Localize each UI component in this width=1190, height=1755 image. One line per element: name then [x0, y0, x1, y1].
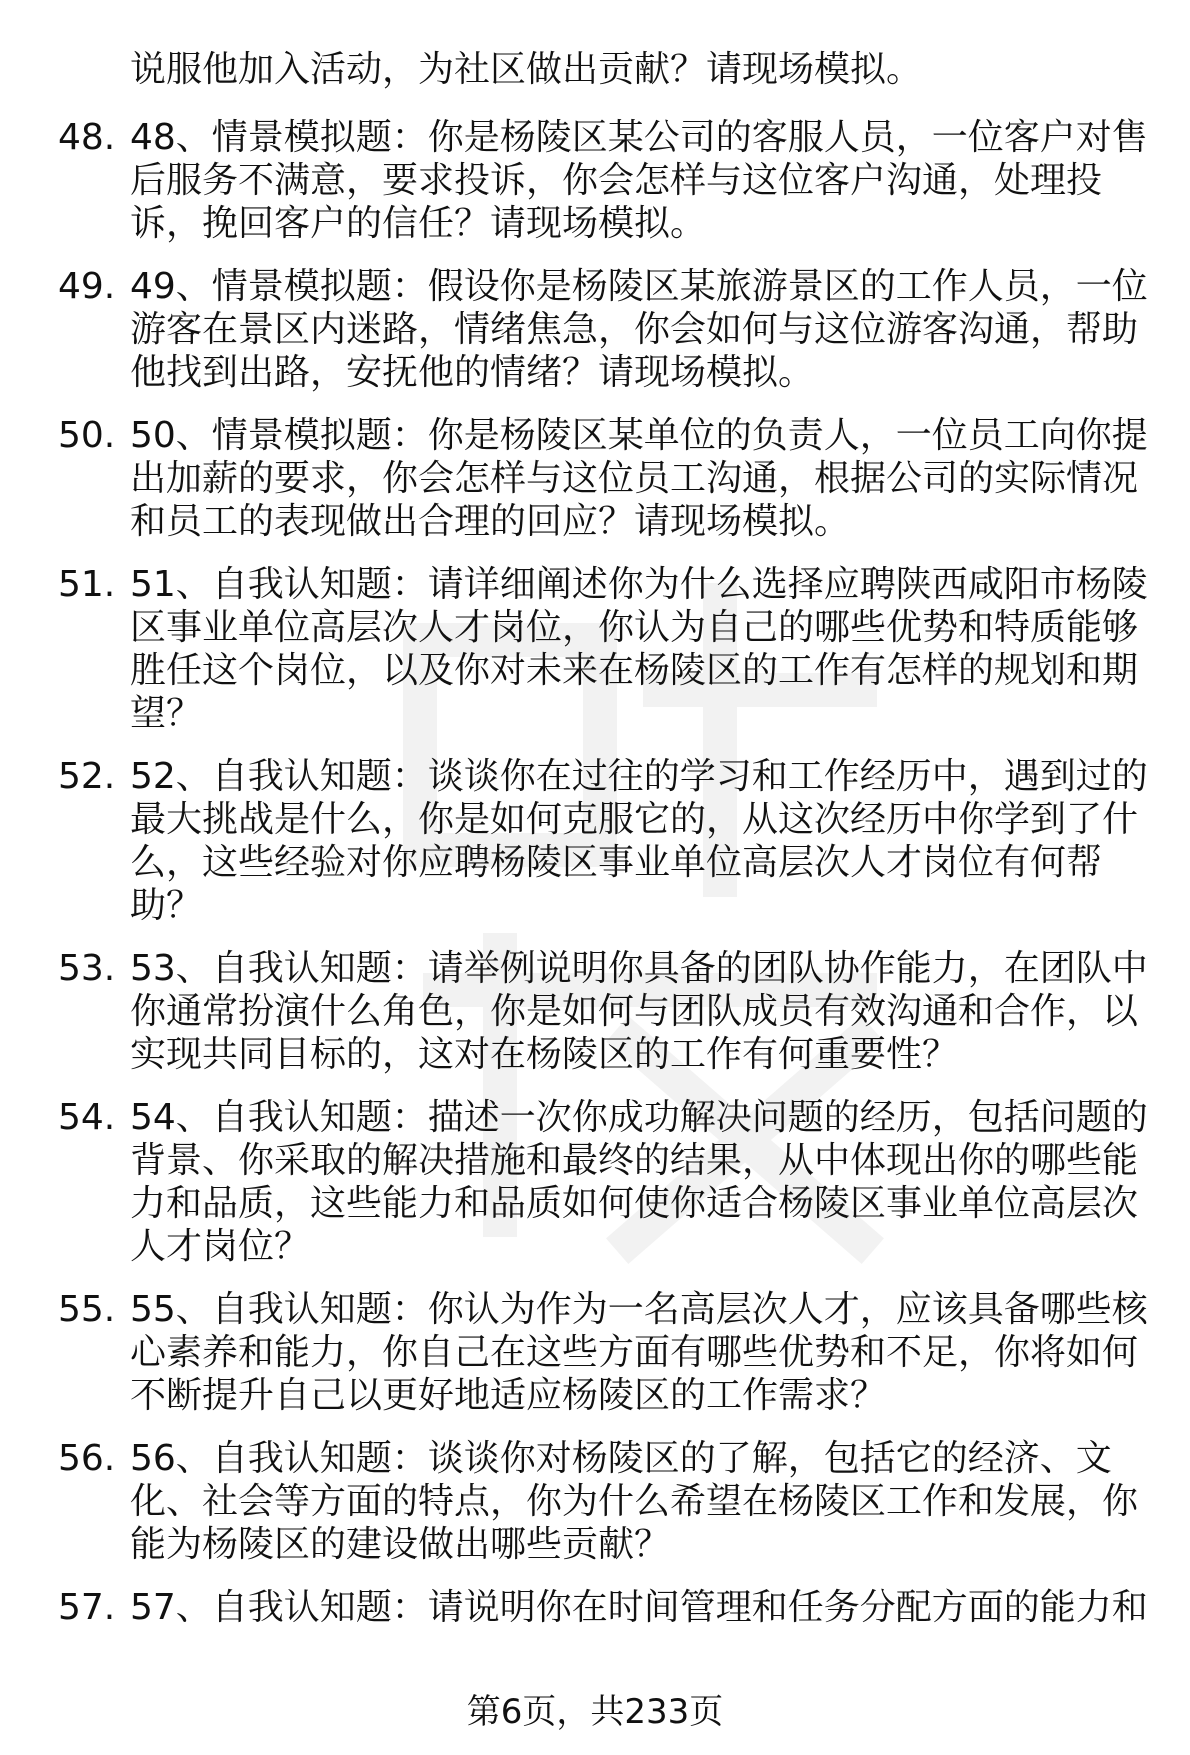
- question-text: 48、情景模拟题：你是杨陵区某公司的客服人员，一位客户对售后服务不满意，要求投诉，你会怎样与这位客户沟通，处理投诉，挽回客户的信任？请现场模拟。: [130, 117, 1148, 244]
- question-text: 53、自我认知题：请举例说明你具备的团队协作能力，在团队中你通常扮演什么角色，你是如何与团队成员有效沟通和合作，以实现共同目标的，这对在杨陵区的工作有何重要性？: [130, 948, 1148, 1075]
- question-number: 49.: [58, 266, 116, 307]
- list-item: [0, 1288, 1190, 1417]
- question-text: 54、自我认知题：描述一次你成功解决问题的经历，包括问题的背景、你采取的解决措施和最终的结果，从中体现出你的哪些能力和品质，这些能力和品质如何使你适合杨陵区事业单位高层次人才岗位？: [130, 1097, 1148, 1267]
- question-number: 50.: [58, 415, 116, 456]
- page-footer: 第6页，共233页: [466, 1692, 724, 1732]
- list-item: [0, 116, 1190, 245]
- question-text: 51、自我认知题：请详细阐述你为什么选择应聘陕西咸阳市杨陵区事业单位高层次人才岗位，你认为自己的哪些优势和特质能够胜任这个岗位，以及你对未来在杨陵区的工作有怎样的规划和期望？: [130, 564, 1148, 734]
- list-item: [0, 265, 1190, 394]
- question-number: 56.: [58, 1438, 116, 1479]
- question-text: 55、自我认知题：你认为作为一名高层次人才，应该具备哪些核心素养和能力，你自己在这些方面有哪些优势和不足，你将如何不断提升自己以更好地适应杨陵区的工作需求？: [130, 1289, 1148, 1416]
- question-number: 54.: [58, 1097, 116, 1138]
- list-item: [0, 1096, 1190, 1268]
- question-text: 52、自我认知题：谈谈你在过往的学习和工作经历中，遇到过的最大挑战是什么，你是如何克服它的，从这次经历中你学到了什么，这些经验对你应聘杨陵区事业单位高层次人才岗位有何帮助？: [130, 756, 1148, 926]
- list-item: [0, 563, 1190, 735]
- question-list: [0, 116, 1190, 1649]
- continuation-text: 说服他加入活动，为社区做出贡献？请现场模拟。: [130, 49, 923, 90]
- question-number: 53.: [58, 948, 116, 989]
- list-item: [0, 1437, 1190, 1566]
- question-number: 52.: [58, 756, 116, 797]
- list-item: [0, 947, 1190, 1076]
- question-text: 56、自我认知题：谈谈你对杨陵区的了解，包括它的经济、文化、社会等方面的特点，你为什么希望在杨陵区工作和发展，你能为杨陵区的建设做出哪些贡献？: [130, 1438, 1139, 1565]
- list-item: [0, 414, 1190, 543]
- list-item: [0, 1586, 1190, 1629]
- list-item: [0, 755, 1190, 927]
- question-text: 57、自我认知题：请说明你在时间管理和任务分配方面的能力和: [130, 1587, 1148, 1628]
- question-text: 49、情景模拟题：假设你是杨陵区某旅游景区的工作人员，一位游客在景区内迷路，情绪焦急，你会如何与这位游客沟通，帮助他找到出路，安抚他的情绪？请现场模拟。: [130, 266, 1148, 393]
- question-number: 48.: [58, 117, 116, 158]
- question-number: 51.: [58, 564, 116, 605]
- question-number: 57.: [58, 1587, 116, 1628]
- question-number: 55.: [58, 1289, 116, 1330]
- question-text: 50、情景模拟题：你是杨陵区某单位的负责人，一位员工向你提出加薪的要求，你会怎样与这位员工沟通，根据公司的实际情况和员工的表现做出合理的回应？请现场模拟。: [130, 415, 1148, 542]
